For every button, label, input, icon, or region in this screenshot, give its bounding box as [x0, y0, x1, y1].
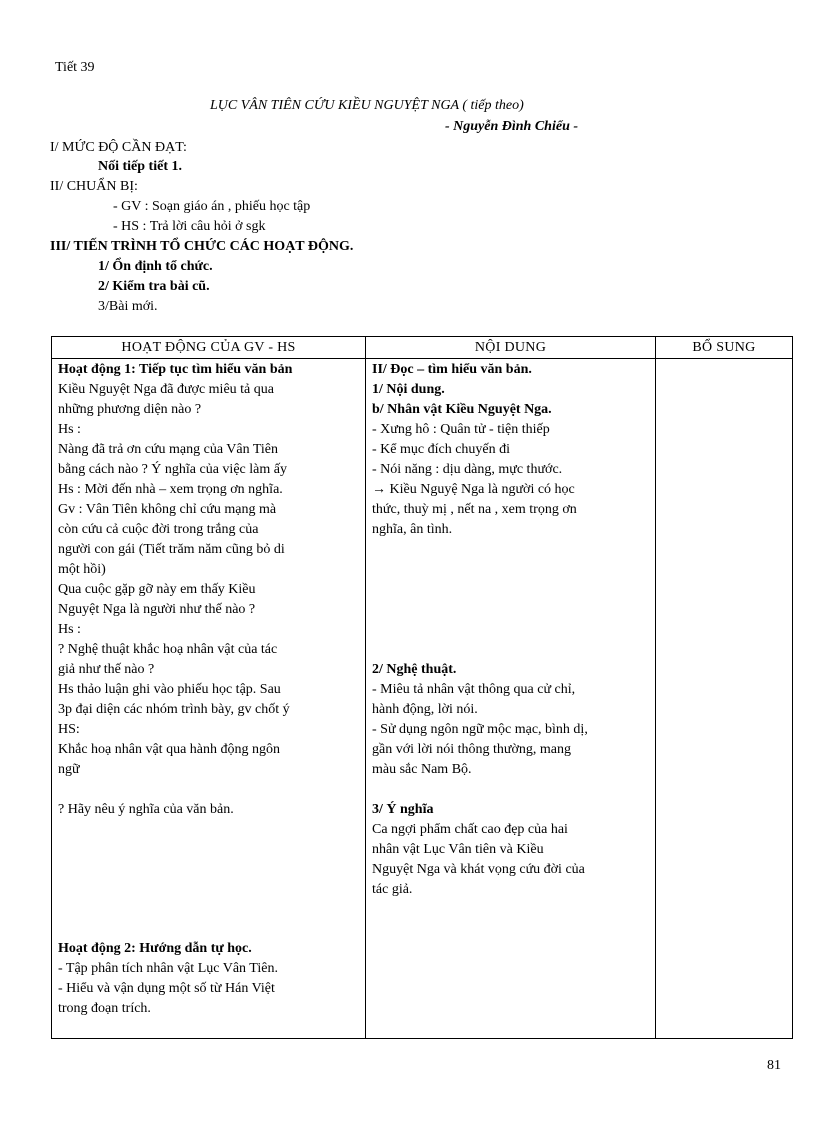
content-line: hành động, lời nói.	[372, 702, 478, 717]
activity-line: giả như thế nào ?	[58, 662, 155, 677]
content-line: nghĩa, ân tình.	[372, 522, 453, 537]
section-2-hs: - HS : Trả lời câu hỏi ở sgk	[113, 219, 266, 234]
content-line: gần với lời nói thông thường, mang	[372, 742, 571, 757]
activity-line: một hồi)	[58, 562, 106, 577]
activity-line: Gv : Vân Tiên không chỉ cứu mạng mà	[58, 502, 277, 517]
activity-line: những phương diện nào ?	[58, 402, 202, 417]
activity-1-heading: Hoạt động 1: Tiếp tục tìm hiểu văn bản	[58, 362, 293, 377]
lesson-number: Tiết 39	[55, 60, 95, 75]
section-1-item: Nối tiếp tiết 1.	[98, 159, 182, 174]
activity-line: HS:	[58, 722, 80, 737]
content-subheading: 3/ Ý nghĩa	[372, 802, 434, 817]
section-3-item-3: 3/Bài mới.	[98, 299, 158, 314]
activity-line: Hs :	[58, 422, 81, 437]
activity-line: ? Hãy nêu ý nghĩa của văn bản.	[58, 802, 234, 817]
activity-line: Kiều Nguyệt Nga đã được miêu tả qua	[58, 382, 274, 397]
section-2-gv: - GV : Soạn giáo án , phiếu học tập	[113, 199, 311, 214]
activity-line: Nguyệt Nga là người như thế nào ?	[58, 602, 256, 617]
content-subheading: 1/ Nội dung.	[372, 382, 445, 397]
content-line: - Nói năng : dịu dàng, mực thước.	[372, 462, 563, 477]
header-activities: HOẠT ĐỘNG CỦA GV - HS	[52, 337, 366, 359]
lesson-title: LỤC VÂN TIÊN CỨU KIỀU NGUYỆT NGA ( tiếp theo)	[210, 98, 524, 113]
content-line: - Kể mục đích chuyến đi	[372, 442, 511, 457]
activity-line: người con gái (Tiết trăm năm cũng bỏ di	[58, 542, 285, 557]
section-3-item-1: 1/ Ổn định tổ chức.	[98, 259, 213, 274]
header-supplement: BỔ SUNG	[656, 337, 793, 359]
supplement-cell	[656, 359, 793, 1039]
section-1-heading: I/ MỨC ĐỘ CẦN ĐẠT:	[50, 140, 187, 155]
content-line: nhân vật Lục Vân tiên và Kiều	[372, 842, 544, 857]
content-line: Ca ngợi phẩm chất cao đẹp của hai	[372, 822, 568, 837]
activity-line: - Tập phân tích nhân vật Lục Vân Tiên.	[58, 961, 278, 976]
activity-line: Qua cuộc gặp gỡ này em thấy Kiều	[58, 582, 256, 597]
content-line: tác giả.	[372, 882, 413, 897]
activities-cell	[52, 359, 366, 1039]
activity-line: trong đoạn trích.	[58, 1001, 151, 1016]
page-number: 81	[767, 1058, 781, 1073]
activity-line: Hs thảo luận ghi vào phiếu học tập. Sau	[58, 682, 281, 697]
activity-2-heading: Hoạt động 2: Hướng dẫn tự học.	[58, 941, 252, 956]
content-line: thức, thuỳ mị , nết na , xem trọng ơn	[372, 502, 577, 517]
content-subheading: 2/ Nghệ thuật.	[372, 662, 457, 677]
lesson-table	[51, 336, 793, 1039]
activity-line: Khắc hoạ nhân vật qua hành động ngôn	[58, 742, 280, 757]
content-line: màu sắc Nam Bộ.	[372, 762, 472, 777]
activity-line: - Hiểu và vận dụng một số từ Hán Việt	[58, 981, 275, 996]
content-heading: II/ Đọc – tìm hiểu văn bản.	[372, 362, 532, 377]
activity-line: 3p đại diện các nhóm trình bày, gv chốt ý	[58, 702, 290, 717]
content-subheading: b/ Nhân vật Kiều Nguyệt Nga.	[372, 402, 552, 417]
content-line: Nguyệt Nga và khát vọng cứu đời của	[372, 862, 585, 877]
content-line: - Miêu tả nhân vật thông qua cử chỉ,	[372, 682, 576, 697]
activity-line: ? Nghệ thuật khắc hoạ nhân vật của tác	[58, 642, 278, 657]
activity-line: Nàng đã trả ơn cứu mạng của Vân Tiên	[58, 442, 279, 457]
content-line: - Sử dụng ngôn ngữ mộc mạc, bình dị,	[372, 722, 588, 737]
header-content: NỘI DUNG	[366, 337, 656, 359]
activity-line: bằng cách nào ? Ý nghĩa của việc làm ấy	[58, 462, 287, 477]
activity-line: ngữ	[58, 762, 80, 777]
table-header-row	[52, 337, 793, 359]
content-line: → Kiều Nguyệ Nga là người có học	[372, 482, 575, 497]
author-name: - Nguyễn Đình Chiểu -	[445, 119, 579, 134]
section-3-heading: III/ TIẾN TRÌNH TỔ CHỨC CÁC HOẠT ĐỘNG.	[50, 239, 354, 254]
content-line: - Xưng hô : Quân tử - tiện thiếp	[372, 422, 550, 437]
activity-line: Hs :	[58, 622, 81, 637]
section-2-heading: II/ CHUẨN BỊ:	[50, 179, 138, 194]
table-body-row	[52, 359, 793, 1039]
content-cell	[366, 359, 656, 1039]
section-3-item-2: 2/ Kiểm tra bài cũ.	[98, 279, 210, 294]
activity-line: Hs : Mời đến nhà – xem trọng ơn nghĩa.	[58, 482, 283, 497]
activity-line: còn cứu cả cuộc đời trong trắng của	[58, 522, 259, 537]
